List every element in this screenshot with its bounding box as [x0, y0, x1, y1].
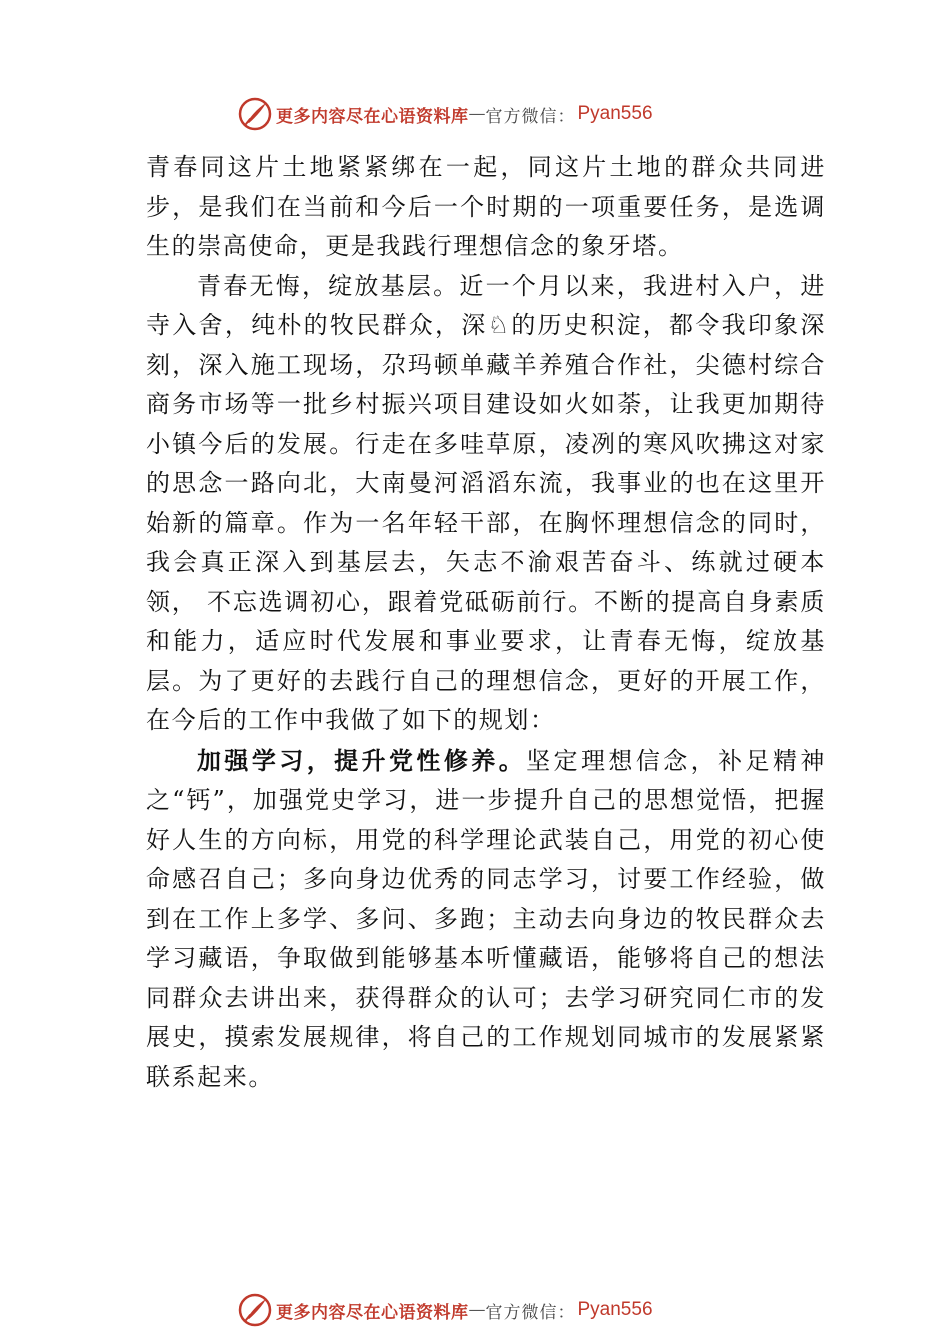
- banner-wechat-id: Pyan556: [577, 1299, 653, 1320]
- banner-wechat-id: Pyan556: [577, 103, 653, 124]
- paragraph-lead-heading: 加强学习，提升党性修养。: [197, 745, 527, 775]
- header-banner: [238, 96, 653, 132]
- banner-slogan: 更多内容尽在心语资料库: [276, 1302, 469, 1323]
- footer-banner: [238, 1292, 653, 1328]
- banner-wechat-label: 官方微信：: [485, 1302, 576, 1323]
- banner-slogan: 更多内容尽在心语资料库: [276, 106, 469, 127]
- document-body: [146, 148, 826, 1097]
- paragraph-continuation: 青春同这片土地紧紧绑在一起，同这片土地的群众共同进步，是我们在当前和今后一个时期的一项重要任务，是选调生的崇高使命，更是我践行理想信念的象牙塔。: [146, 153, 826, 260]
- banner-separator: —: [468, 104, 486, 124]
- paragraph-lead-body: 坚定理想信念，补足精神之“钙”，加强党史学习，进一步提升自己的思想觉悟，把握好人生的方向标，用党的科学理论武装自己，用党的初心使命感召自己；多向身边优秀的同志学习，讨要工作经验，做到在工作上多学、多问、多跑；主动去向身边的牧民群众去学习藏语，争取做到能够基本听懂藏语，能够将自己的想法同群众去讲出来，获得群众的认可；去学习研究同仁市的发展史，摸索发展规律，将自己的工作规划同城市的发展紧紧联系起来。: [146, 746, 826, 1091]
- quill-pen-logo-icon: [238, 1293, 272, 1327]
- paragraph-youth-grassroots: 青春无悔，绽放基层。近一个月以来，我进村入户，进寺入舍，纯朴的牧民群众，深♘的历史积淀，都令我印象深刻，深入施工现场，尕玛顿单藏羊养殖合作社，尖德村综合商务市场等一批乡村振兴项目建设如火如荼，让我更加期待小镇今后的发展。行走在多哇草原，凌冽的寒风吹拂这对家的思念一路向北，大南曼河滔滔东流，我事业的也在这里开始新的篇章。作为一名年轻干部，在胸怀理想信念的同时， 我会真正深入到基层去，矢志不渝艰苦奋斗、练就过硬本领， 不忘选调初心，跟着党砥砺前行。不断的提高自身素质和能力，适应时代发展和事业要求，让青春无悔，绽放基层。为了更好的去践行自己的理想信念，更好的开展工作，在今后的工作中我做了如下的规划：: [146, 271, 826, 734]
- quill-pen-logo-icon: [238, 97, 272, 131]
- banner-separator: —: [468, 1300, 486, 1320]
- paragraph-strengthen-study: [146, 741, 826, 1098]
- banner-wechat-label: 官方微信：: [485, 106, 576, 127]
